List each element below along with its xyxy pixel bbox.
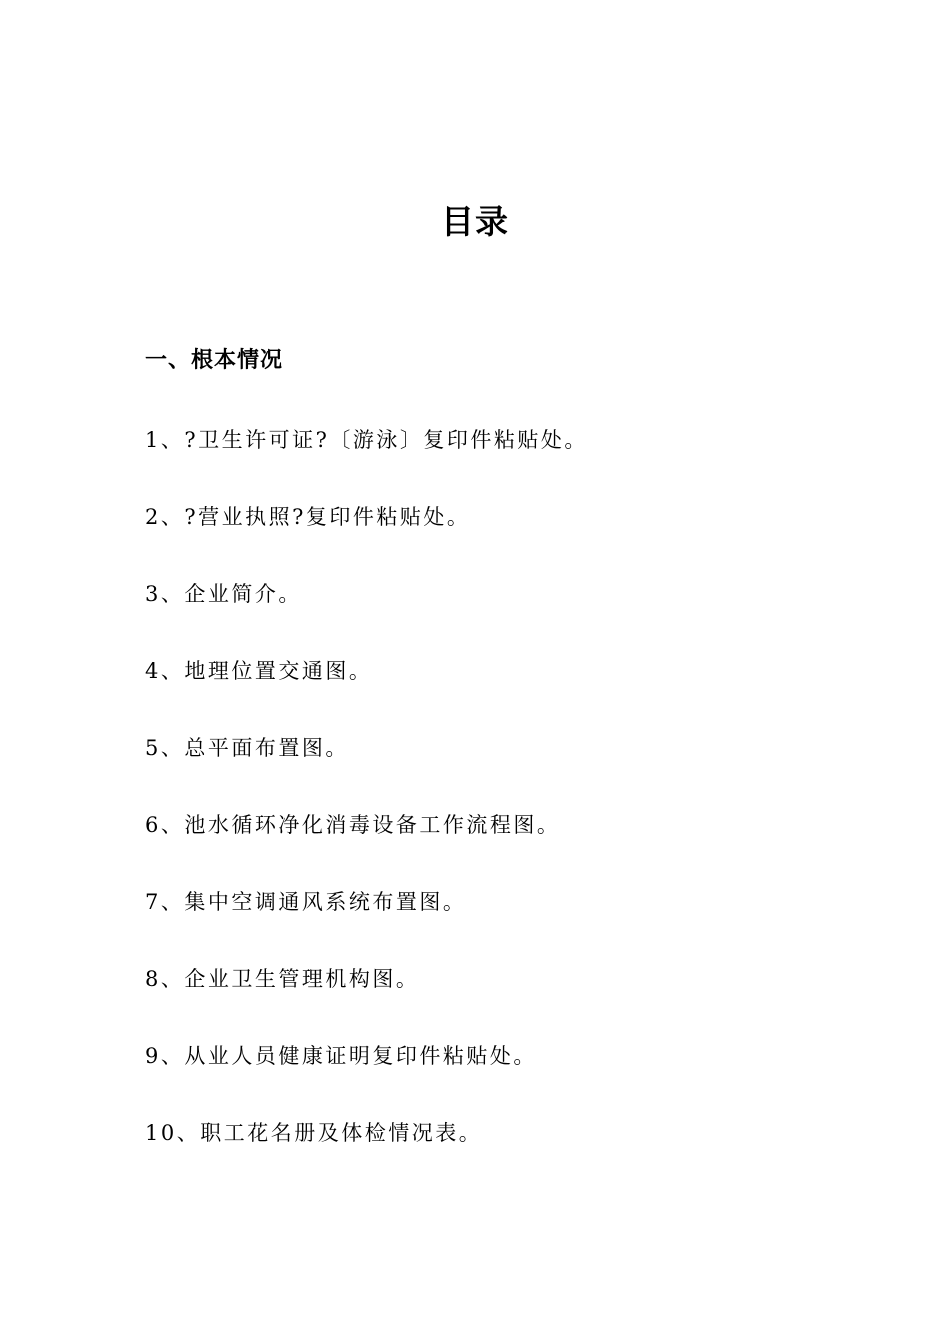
toc-item-2: 2、?营业执照?复印件粘贴处。: [145, 505, 471, 529]
toc-item-1: 1、?卫生许可证?〔游泳〕复印件粘贴处。: [145, 428, 588, 452]
toc-item-10: 10、职工花名册及体检情况表。: [145, 1121, 483, 1145]
toc-item-9: 9、从业人员健康证明复印件粘贴处。: [145, 1044, 537, 1068]
toc-list: [145, 422, 588, 1192]
toc-item-3: 3、企业简介。: [145, 582, 302, 606]
toc-item-8: 8、企业卫生管理机构图。: [145, 967, 420, 991]
toc-item-5: 5、总平面布置图。: [145, 736, 349, 760]
section-heading: 一、根本情况: [145, 348, 284, 373]
toc-item-7: 7、集中空调通风系统布置图。: [145, 890, 467, 914]
toc-item-4: 4、地理位置交通图。: [145, 659, 373, 683]
toc-item-6: 6、池水循环净化消毒设备工作流程图。: [145, 813, 561, 837]
page-title: 目录: [441, 202, 509, 241]
